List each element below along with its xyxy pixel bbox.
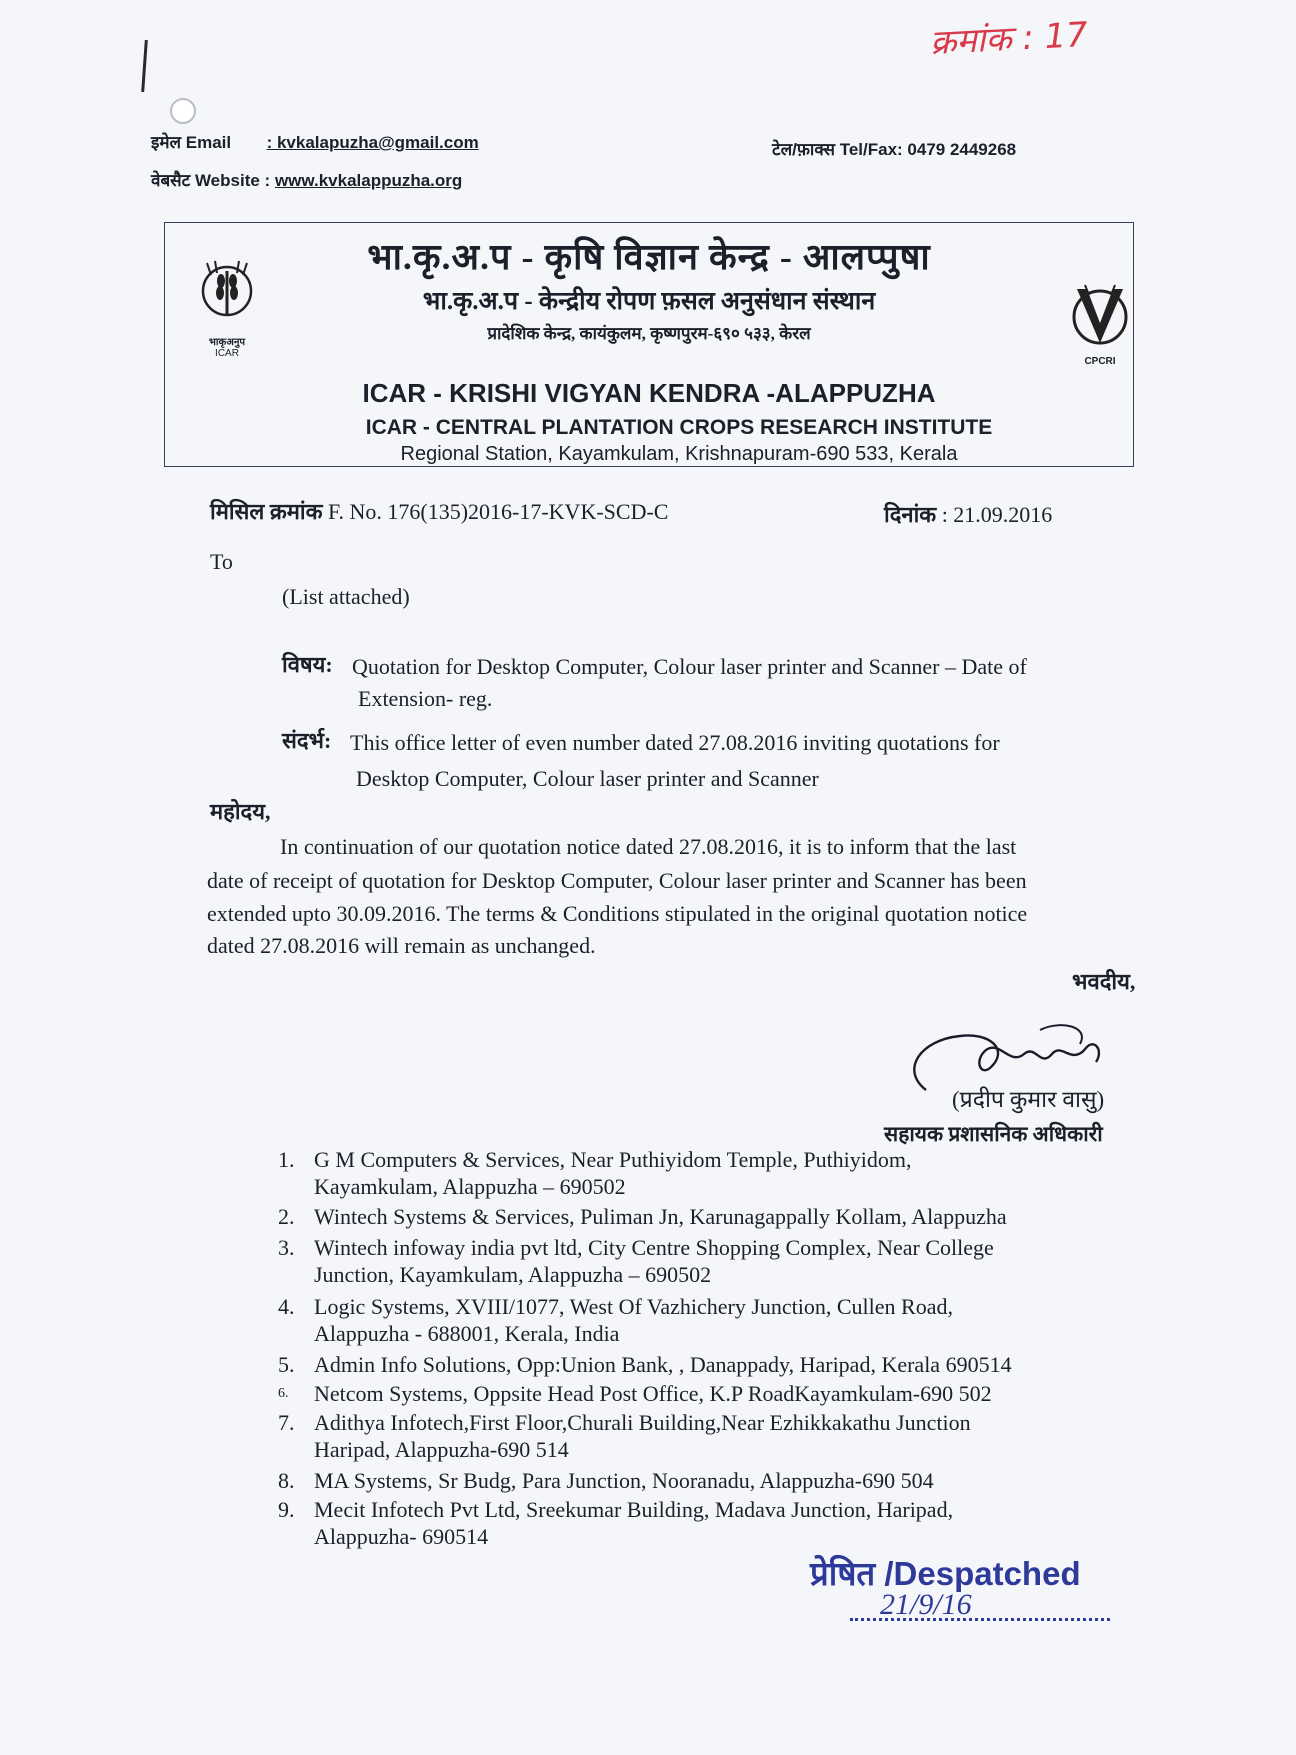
body-line-3: extended upto 30.09.2016. The terms & Conditions stipulated in the original quotation notice <box>207 901 1028 926</box>
icar-logo-caption-hi: भाकृअनुप <box>208 337 246 348</box>
letterhead-hindi-address: प्रादेशिक केन्द्र, कायंकुलम, कृष्णपुरम-६९० ५३३, केरल <box>487 324 811 343</box>
to-label: To <box>210 549 233 574</box>
punch-hole <box>170 98 196 124</box>
pen-mark <box>141 40 148 92</box>
subject-line2: Extension- reg. <box>358 686 493 711</box>
email-line <box>151 130 479 153</box>
icar-logo-caption: ICAR <box>215 348 239 359</box>
telfax: टेल/फ़ाक्स Tel/Fax: 0479 2449268 <box>772 140 1017 159</box>
letterhead-english-subtitle: ICAR - CENTRAL PLANTATION CROPS RESEARCH INSTITUTE <box>365 416 993 439</box>
handwritten-serial: क्रमांक : 17 <box>929 14 1089 64</box>
email-value[interactable]: : kvkalapuzha@gmail.com <box>266 133 479 152</box>
email-label: इमेल Email <box>151 133 232 152</box>
icar-logo <box>195 257 259 357</box>
reference-line1: This office letter of even number dated 27.08.2016 inviting quotations for <box>350 730 1000 755</box>
reference-line2: Desktop Computer, Colour laser printer and Scanner <box>356 766 819 791</box>
body-line-1: In continuation of our quotation notice dated 27.08.2016, it is to inform that the last <box>280 834 1017 859</box>
date-line <box>884 498 1052 531</box>
subject-label: विषय: <box>282 652 333 677</box>
reference-label: संदर्भ: <box>282 728 332 753</box>
salutation: महोदय, <box>210 799 271 824</box>
letterhead-box <box>164 222 1134 467</box>
signatory-designation: सहायक प्रशासनिक अधिकारी <box>884 1122 1103 1146</box>
closing: भवदीय, <box>1072 969 1136 994</box>
recipient-line: (List attached) <box>282 584 410 609</box>
body-line-2: date of receipt of quotation for Desktop Computer, Colour laser printer and Scanner has been <box>207 868 1027 893</box>
cpcri-emblem-icon <box>1067 281 1133 351</box>
file-number-label: मिसिल क्रमांक <box>210 499 323 524</box>
letterhead-hindi-subtitle: भा.कृ.अ.प - केन्द्रीय रोपण फ़सल अनुसंधान संस्थान <box>422 288 876 315</box>
despatched-date: 21/9/16 <box>880 1588 972 1621</box>
cpcri-logo-caption: CPCRI <box>1084 356 1116 367</box>
signatory-name: (प्रदीप कुमार वासु) <box>952 1087 1105 1112</box>
file-number-line <box>210 495 668 528</box>
recipient-list: 1. G M Computers & Services, Near Puthiyidom Temple, Puthiyidom, Kayamkulam, Alappuzha – 690502 2. Wintech Systems & Services, Puliman Jn, Karunagappally Kollam, Alappuzha 3. Wintech infoway india pvt ltd, City Centre Shopping Complex, Near College Junction, Kayamkulam, Alappuzha – 690502 4. Logic Systems, XVIII/1077, West Of Vazhichery Junction, Cullen Road, Alappuzha - 688001, Kerala, India 5. Admin Info Solutions, Opp:Union Bank, , Danappady, Haripad, Kerala 690514 6. Netcom Systems, Oppsite Head Post Office, K.P RoadKayamkulam-690 502 7. Adithya Infotech,First Floor,Churali Building,Near Ezhikkakathu Junction Haripad, Alappuzha-690 514 8. MA Systems, Sr Budg, Para Junction, Nooranadu, Alappuzha-690 504 9. Mecit Infotech Pvt Ltd, Sreekumar Building, Madava Junction, Haripad, Alappuzha- 690514 <box>278 1147 1012 1549</box>
date-value: : 21.09.2016 <box>941 502 1053 527</box>
website-label: वेबसैट Website : <box>151 171 271 190</box>
body-line-4: dated 27.08.2016 will remain as unchanged. <box>207 933 596 958</box>
date-label: दिनांक <box>884 502 937 527</box>
website-line <box>151 168 462 191</box>
letterhead-english-address: Regional Station, Kayamkulam, Krishnapuram-690 533, Kerala <box>400 443 958 465</box>
website-link[interactable]: www.kvkalappuzha.org <box>274 171 463 190</box>
letterhead-hindi-title: भा.कृ.अ.प - कृषि विज्ञान केन्द्र - आलप्पुषा <box>367 237 931 277</box>
letterhead-english-title: ICAR - KRISHI VIGYAN KENDRA -ALAPPUZHA <box>362 378 936 408</box>
despatched-stamp: प्रेषित /Despatched <box>810 1555 1081 1592</box>
cpcri-logo <box>1067 281 1133 371</box>
wheat-emblem-icon <box>195 257 259 329</box>
file-number-value: F. No. 176(135)2016-17-KVK-SCD-C <box>328 499 669 524</box>
stamp-dotted-line <box>850 1618 1110 1621</box>
subject-line1: Quotation for Desktop Computer, Colour laser printer and Scanner – Date of <box>352 654 1027 679</box>
